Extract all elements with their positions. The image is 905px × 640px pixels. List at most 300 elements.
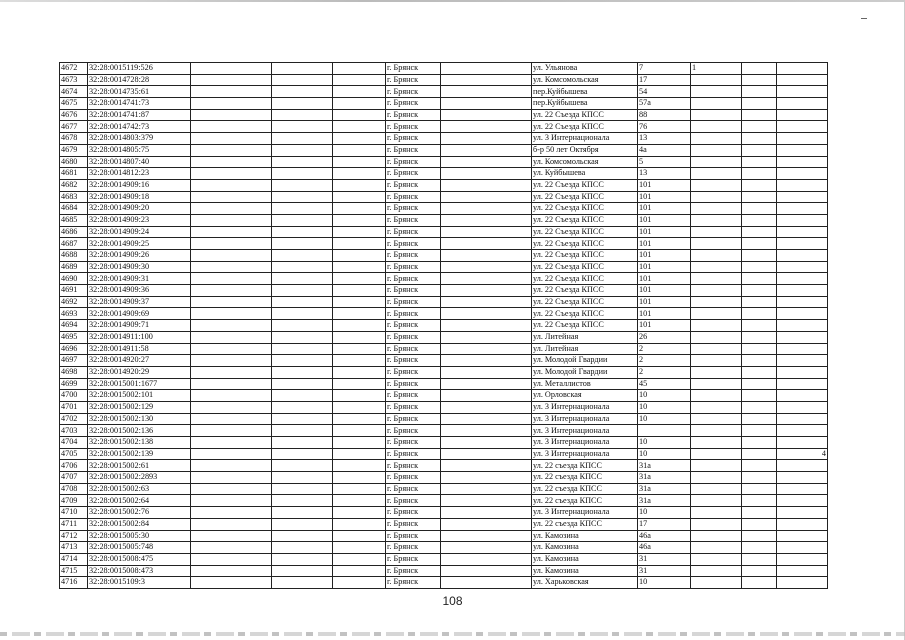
cadastral-number-cell: 32:28:0015005:748 [88, 542, 191, 554]
city-cell: г. Брянск [386, 214, 441, 226]
count-cell [777, 472, 828, 484]
table-row [60, 63, 828, 75]
city-cell: г. Брянск [386, 63, 441, 75]
cadastral-number-cell: 32:28:0015002:76 [88, 507, 191, 519]
extra-value-cell [691, 425, 742, 437]
city-cell: г. Брянск [386, 401, 441, 413]
table-row [60, 156, 828, 168]
row-number-cell: 4715 [60, 565, 88, 577]
cadastral-number-cell: 32:28:0015002:2893 [88, 472, 191, 484]
empty-cell [272, 63, 333, 75]
street-cell: ул. 22 съезда КПСС [532, 495, 638, 507]
empty-cell [272, 331, 333, 343]
empty-cell [441, 448, 532, 460]
house-number-cell: 5 [638, 156, 691, 168]
empty-cell [191, 296, 272, 308]
count-cell [777, 261, 828, 273]
count-cell [777, 168, 828, 180]
count-cell [777, 320, 828, 332]
empty-cell [742, 156, 777, 168]
row-number-cell: 4710 [60, 507, 88, 519]
empty-cell [272, 191, 333, 203]
count-cell [777, 542, 828, 554]
empty-cell [742, 238, 777, 250]
count-cell [777, 156, 828, 168]
count-cell [777, 296, 828, 308]
empty-cell [272, 86, 333, 98]
row-number-cell: 4672 [60, 63, 88, 75]
city-cell: г. Брянск [386, 343, 441, 355]
empty-cell [272, 168, 333, 180]
empty-cell [441, 343, 532, 355]
empty-cell [333, 378, 386, 390]
empty-cell [272, 448, 333, 460]
empty-cell [742, 121, 777, 133]
row-number-cell: 4681 [60, 168, 88, 180]
table-row [60, 179, 828, 191]
property-register-table [59, 62, 828, 589]
extra-value-cell [691, 460, 742, 472]
count-cell [777, 308, 828, 320]
city-cell: г. Брянск [386, 191, 441, 203]
extra-value-cell [691, 553, 742, 565]
street-cell: ул. 22 съезда КПСС [532, 483, 638, 495]
city-cell: г. Брянск [386, 542, 441, 554]
house-number-cell: 10 [638, 390, 691, 402]
city-cell: г. Брянск [386, 472, 441, 484]
empty-cell [272, 133, 333, 145]
cadastral-number-cell: 32:28:0015005:30 [88, 530, 191, 542]
house-number-cell: 101 [638, 191, 691, 203]
city-cell: г. Брянск [386, 156, 441, 168]
empty-cell [742, 98, 777, 110]
city-cell: г. Брянск [386, 133, 441, 145]
row-number-cell: 4712 [60, 530, 88, 542]
street-cell: ул. 22 Съезда КПСС [532, 179, 638, 191]
table-row [60, 74, 828, 86]
row-number-cell: 4680 [60, 156, 88, 168]
empty-cell [742, 390, 777, 402]
house-number-cell: 101 [638, 320, 691, 332]
cadastral-number-cell: 32:28:0014735:61 [88, 86, 191, 98]
extra-value-cell [691, 507, 742, 519]
extra-value-cell [691, 179, 742, 191]
row-number-cell: 4713 [60, 542, 88, 554]
table-row [60, 413, 828, 425]
street-cell: ул. 22 Съезда КПСС [532, 285, 638, 297]
count-cell [777, 250, 828, 262]
empty-cell [441, 214, 532, 226]
empty-cell [333, 109, 386, 121]
cadastral-number-cell: 32:28:0014803:379 [88, 133, 191, 145]
row-number-cell: 4693 [60, 308, 88, 320]
house-number-cell: 101 [638, 285, 691, 297]
city-cell: г. Брянск [386, 577, 441, 589]
empty-cell [191, 191, 272, 203]
empty-cell [333, 437, 386, 449]
empty-cell [333, 121, 386, 133]
house-number-cell: 46а [638, 530, 691, 542]
empty-cell [742, 401, 777, 413]
street-cell: ул. 22 Съезда КПСС [532, 308, 638, 320]
table-row [60, 296, 828, 308]
empty-cell [333, 355, 386, 367]
street-cell: ул. 22 Съезда КПСС [532, 191, 638, 203]
street-cell: ул. Ульянова [532, 63, 638, 75]
city-cell: г. Брянск [386, 355, 441, 367]
count-cell [777, 203, 828, 215]
cadastral-number-cell: 32:28:0015002:138 [88, 437, 191, 449]
cadastral-number-cell: 32:28:0015109:3 [88, 577, 191, 589]
table-row [60, 214, 828, 226]
row-number-cell: 4697 [60, 355, 88, 367]
empty-cell [441, 133, 532, 145]
empty-cell [441, 437, 532, 449]
street-cell: ул. 22 Съезда КПСС [532, 203, 638, 215]
street-cell: ул. 22 съезда КПСС [532, 472, 638, 484]
table-row [60, 86, 828, 98]
empty-cell [272, 144, 333, 156]
city-cell: г. Брянск [386, 296, 441, 308]
empty-cell [441, 74, 532, 86]
street-cell: ул. 3 Интернационала [532, 425, 638, 437]
table-row [60, 320, 828, 332]
street-cell: ул. 22 Съезда КПСС [532, 109, 638, 121]
empty-cell [191, 495, 272, 507]
empty-cell [441, 413, 532, 425]
house-number-cell: 101 [638, 273, 691, 285]
city-cell: г. Брянск [386, 378, 441, 390]
extra-value-cell [691, 121, 742, 133]
empty-cell [191, 285, 272, 297]
empty-cell [333, 495, 386, 507]
extra-value-cell [691, 285, 742, 297]
empty-cell [191, 460, 272, 472]
empty-cell [272, 74, 333, 86]
empty-cell [742, 413, 777, 425]
empty-cell [333, 156, 386, 168]
empty-cell [333, 460, 386, 472]
empty-cell [272, 460, 333, 472]
empty-cell [441, 86, 532, 98]
house-number-cell: 10 [638, 437, 691, 449]
house-number-cell: 31 [638, 553, 691, 565]
empty-cell [742, 179, 777, 191]
empty-cell [742, 518, 777, 530]
house-number-cell: 101 [638, 214, 691, 226]
empty-cell [272, 483, 333, 495]
row-number-cell: 4709 [60, 495, 88, 507]
empty-cell [191, 179, 272, 191]
empty-cell [191, 483, 272, 495]
empty-cell [272, 401, 333, 413]
table-row [60, 448, 828, 460]
house-number-cell: 4а [638, 144, 691, 156]
count-cell [777, 530, 828, 542]
row-number-cell: 4708 [60, 483, 88, 495]
register-table-body [60, 63, 828, 589]
row-number-cell: 4706 [60, 460, 88, 472]
extra-value-cell [691, 261, 742, 273]
row-number-cell: 4699 [60, 378, 88, 390]
empty-cell [742, 144, 777, 156]
empty-cell [191, 530, 272, 542]
empty-cell [333, 565, 386, 577]
row-number-cell: 4686 [60, 226, 88, 238]
house-number-cell: 2 [638, 355, 691, 367]
count-cell [777, 144, 828, 156]
empty-cell [742, 577, 777, 589]
cadastral-number-cell: 32:28:0015119:526 [88, 63, 191, 75]
row-number-cell: 4716 [60, 577, 88, 589]
empty-cell [191, 448, 272, 460]
house-number-cell: 45 [638, 378, 691, 390]
empty-cell [191, 273, 272, 285]
empty-cell [272, 179, 333, 191]
empty-cell [333, 133, 386, 145]
empty-cell [272, 273, 333, 285]
row-number-cell: 4707 [60, 472, 88, 484]
empty-cell [333, 214, 386, 226]
cadastral-number-cell: 32:28:0014909:31 [88, 273, 191, 285]
empty-cell [333, 98, 386, 110]
row-number-cell: 4692 [60, 296, 88, 308]
row-number-cell: 4711 [60, 518, 88, 530]
row-number-cell: 4684 [60, 203, 88, 215]
house-number-cell: 31а [638, 460, 691, 472]
empty-cell [191, 542, 272, 554]
empty-cell [333, 285, 386, 297]
table-row [60, 250, 828, 262]
cadastral-number-cell: 32:28:0015008:473 [88, 565, 191, 577]
street-cell: ул. 22 съезда КПСС [532, 460, 638, 472]
empty-cell [441, 425, 532, 437]
empty-cell [742, 530, 777, 542]
table-row [60, 495, 828, 507]
empty-cell [742, 203, 777, 215]
row-number-cell: 4674 [60, 86, 88, 98]
empty-cell [333, 390, 386, 402]
cadastral-number-cell: 32:28:0014920:27 [88, 355, 191, 367]
city-cell: г. Брянск [386, 226, 441, 238]
row-number-cell: 4689 [60, 261, 88, 273]
count-cell [777, 413, 828, 425]
count-cell [777, 86, 828, 98]
empty-cell [441, 203, 532, 215]
empty-cell [333, 343, 386, 355]
row-number-cell: 4687 [60, 238, 88, 250]
empty-cell [333, 296, 386, 308]
empty-cell [742, 191, 777, 203]
empty-cell [441, 179, 532, 191]
extra-value-cell [691, 296, 742, 308]
city-cell: г. Брянск [386, 285, 441, 297]
table-row [60, 261, 828, 273]
row-number-cell: 4678 [60, 133, 88, 145]
row-number-cell: 4702 [60, 413, 88, 425]
cadastral-number-cell: 32:28:0014911:100 [88, 331, 191, 343]
table-row [60, 343, 828, 355]
table-row [60, 109, 828, 121]
empty-cell [191, 507, 272, 519]
street-cell: ул. Литейная [532, 331, 638, 343]
house-number-cell: 26 [638, 331, 691, 343]
house-number-cell: 2 [638, 343, 691, 355]
empty-cell [333, 577, 386, 589]
street-cell: ул. Камозина [532, 530, 638, 542]
cadastral-number-cell: 32:28:0014909:18 [88, 191, 191, 203]
table-row [60, 553, 828, 565]
city-cell: г. Брянск [386, 238, 441, 250]
empty-cell [272, 156, 333, 168]
street-cell: ул. 3 Интернационала [532, 401, 638, 413]
extra-value-cell [691, 577, 742, 589]
cadastral-number-cell: 32:28:0014909:16 [88, 179, 191, 191]
city-cell: г. Брянск [386, 144, 441, 156]
extra-value-cell [691, 518, 742, 530]
city-cell: г. Брянск [386, 390, 441, 402]
cadastral-number-cell: 32:28:0015001:1677 [88, 378, 191, 390]
empty-cell [742, 448, 777, 460]
empty-cell [742, 168, 777, 180]
empty-cell [191, 308, 272, 320]
house-number-cell: 13 [638, 133, 691, 145]
house-number-cell: 10 [638, 577, 691, 589]
house-number-cell: 101 [638, 250, 691, 262]
empty-cell [272, 507, 333, 519]
table-row [60, 203, 828, 215]
row-number-cell: 4714 [60, 553, 88, 565]
empty-cell [333, 168, 386, 180]
empty-cell [742, 296, 777, 308]
extra-value-cell [691, 437, 742, 449]
empty-cell [742, 483, 777, 495]
empty-cell [272, 577, 333, 589]
cadastral-number-cell: 32:28:0014909:23 [88, 214, 191, 226]
empty-cell [191, 250, 272, 262]
empty-cell [441, 98, 532, 110]
table-row [60, 366, 828, 378]
street-cell: ул. Комсомольская [532, 156, 638, 168]
empty-cell [441, 390, 532, 402]
empty-cell [441, 121, 532, 133]
table-row [60, 144, 828, 156]
city-cell: г. Брянск [386, 530, 441, 542]
street-cell: ул. Камозина [532, 565, 638, 577]
empty-cell [742, 378, 777, 390]
table-row [60, 472, 828, 484]
scan-top-edge [0, 0, 905, 2]
empty-cell [191, 109, 272, 121]
empty-cell [742, 507, 777, 519]
street-cell: ул. 22 Съезда КПСС [532, 238, 638, 250]
row-number-cell: 4682 [60, 179, 88, 191]
empty-cell [742, 565, 777, 577]
empty-cell [191, 226, 272, 238]
table-row [60, 483, 828, 495]
empty-cell [742, 250, 777, 262]
empty-cell [333, 472, 386, 484]
empty-cell [742, 273, 777, 285]
table-row [60, 577, 828, 589]
city-cell: г. Брянск [386, 109, 441, 121]
empty-cell [441, 518, 532, 530]
city-cell: г. Брянск [386, 308, 441, 320]
empty-cell [441, 483, 532, 495]
table-row [60, 401, 828, 413]
street-cell: ул. 22 Съезда КПСС [532, 320, 638, 332]
row-number-cell: 4685 [60, 214, 88, 226]
row-number-cell: 4673 [60, 74, 88, 86]
empty-cell [272, 238, 333, 250]
street-cell: ул. Металлистов [532, 378, 638, 390]
cadastral-number-cell: 32:28:0014920:29 [88, 366, 191, 378]
house-number-cell: 46а [638, 542, 691, 554]
empty-cell [441, 355, 532, 367]
empty-cell [333, 331, 386, 343]
empty-cell [272, 285, 333, 297]
house-number-cell [638, 425, 691, 437]
table-row [60, 378, 828, 390]
row-number-cell: 4696 [60, 343, 88, 355]
empty-cell [742, 86, 777, 98]
empty-cell [333, 401, 386, 413]
table-row [60, 542, 828, 554]
extra-value-cell [691, 390, 742, 402]
empty-cell [333, 366, 386, 378]
table-row [60, 226, 828, 238]
count-cell [777, 460, 828, 472]
empty-cell [191, 425, 272, 437]
empty-cell [333, 308, 386, 320]
empty-cell [742, 320, 777, 332]
table-row [60, 507, 828, 519]
empty-cell [333, 203, 386, 215]
extra-value-cell [691, 109, 742, 121]
cadastral-number-cell: 32:28:0015002:130 [88, 413, 191, 425]
count-cell [777, 565, 828, 577]
street-cell: ул. Молодой Гвардии [532, 366, 638, 378]
count-cell [777, 226, 828, 238]
extra-value-cell [691, 168, 742, 180]
city-cell: г. Брянск [386, 413, 441, 425]
street-cell: ул. 22 съезда КПСС [532, 518, 638, 530]
extra-value-cell [691, 320, 742, 332]
city-cell: г. Брянск [386, 168, 441, 180]
table-row [60, 437, 828, 449]
street-cell: ул. 22 Съезда КПСС [532, 121, 638, 133]
street-cell: ул. 3 Интернационала [532, 448, 638, 460]
extra-value-cell [691, 565, 742, 577]
empty-cell [441, 553, 532, 565]
house-number-cell: 31а [638, 495, 691, 507]
empty-cell [333, 238, 386, 250]
empty-cell [191, 214, 272, 226]
extra-value-cell [691, 401, 742, 413]
empty-cell [191, 63, 272, 75]
empty-cell [742, 285, 777, 297]
empty-cell [272, 261, 333, 273]
empty-cell [441, 366, 532, 378]
house-number-cell: 101 [638, 238, 691, 250]
empty-cell [333, 63, 386, 75]
empty-cell [191, 577, 272, 589]
city-cell: г. Брянск [386, 437, 441, 449]
row-number-cell: 4677 [60, 121, 88, 133]
house-number-cell: 2 [638, 366, 691, 378]
city-cell: г. Брянск [386, 273, 441, 285]
cadastral-number-cell: 32:28:0014909:36 [88, 285, 191, 297]
